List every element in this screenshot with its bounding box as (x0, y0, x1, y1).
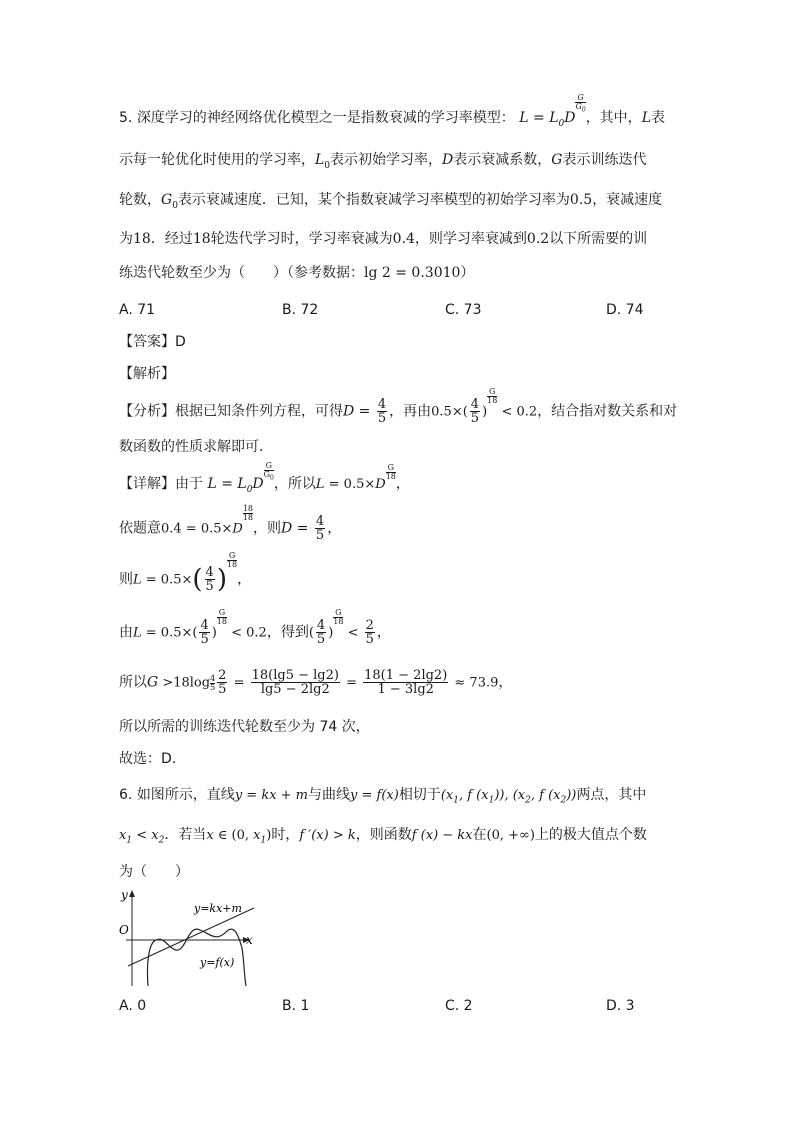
q5-stem-text: 深度学习的神经网络优化模型之一是指数衰减的学习率模型： (136, 110, 515, 126)
q6-figure (116, 888, 266, 988)
origin-label: O (119, 923, 129, 937)
q6-line2: $x_1 < x_2$．若当x ∈ (0, $x_1$)时，f ′(x) > k，则函数f (x) − kx在(0, +∞)上的极大值点个数 (119, 827, 647, 846)
q5-choose: 故选：D. (119, 751, 177, 767)
q5-line3: 轮数，$G_0$表示衰减速度．已知，某个指数衰减学习率模型的初始学习率为0.5，衰减速度 (119, 192, 663, 211)
q6-line3: 为（ ） (119, 864, 189, 880)
q6-option-c[interactable]: C. 2 (445, 998, 473, 1014)
q5-line5: 练迭代轮数至少为（ ）（参考数据：lg 2 = 0.3010） (119, 265, 475, 281)
x-axis-label: x (246, 933, 253, 947)
q5-option-b[interactable]: B. 72 (282, 302, 319, 318)
q5-fenxi-line1: 【分析】根据已知条件列方程，可得D = $\frac{4}{5}$ ，再由0.5×( $\frac{4}{5}$ ) $\frac{G}{18}$ < 0.2，结合指对数关系和对 (119, 387, 678, 426)
q5-answer: 【答案】D (119, 334, 186, 350)
tangent-line (128, 908, 254, 966)
q6-option-a[interactable]: A. 0 (119, 998, 147, 1014)
q5-step2: 则L = 0.5×( $\frac{4}{5}$ ) $\frac{G}{18}$ ， (119, 551, 252, 595)
q5-number: 5. (119, 110, 133, 126)
line-label: y=kx+m (194, 902, 242, 915)
curve-label: y=f(x) (200, 956, 235, 969)
y-axis-arrow (129, 890, 135, 897)
y-axis-label: y (121, 888, 128, 902)
q5-fenxi-line2: 数函数的性质求解即可． (119, 439, 273, 455)
q5-option-d[interactable]: D. 74 (606, 302, 644, 318)
q5-line4: 为18．经过18轮迭代学习时，学习率衰减为0.4，则学习率衰减到0.2以下所需要的训 (119, 231, 648, 247)
q5-option-c[interactable]: C. 73 (445, 302, 482, 318)
q5-option-a[interactable]: A. 71 (119, 302, 156, 318)
q5-line2: 示每一轮优化时使用的学习率，$L_0$表示初始学习率，D表示衰减系数，G表示训练迭代 (119, 152, 647, 171)
q6-option-b[interactable]: B. 1 (282, 998, 310, 1014)
formula-L-eq-L0D: $L = L_0D$ $\frac{G}{G_0}$ (519, 93, 586, 129)
q5-step3: 由L = 0.5×( $\frac{4}{5}$ ) $\frac{G}{18}$ < 0.2，得到( $\frac{4}{5}$ ) $\frac{G}{18}$ < $\frac{2}{5}$ ， (119, 608, 391, 647)
q5-step1: 依题意0.4 = 0.5×D $\frac{18}{18}$ ，则D = $\frac{4}{5}$ ， (119, 504, 342, 543)
q5-step4: 所以G >18log $\frac{4}{5}$ $\frac{2}{5}$ = $\frac{18(\lg 5 - \lg 2)}{\lg 5 - 2\lg 2}$ = $\frac{18(1 - 2\lg 2)}{1 - 3\lg 2}$ ≈ 73.9， (119, 668, 513, 697)
q6-option-d[interactable]: D. 3 (606, 998, 635, 1014)
q5-line1: 5. 深度学习的神经网络优化模型之一是指数衰减的学习率模型： $L = L_0D$ $\frac{G}{G_0}$ ，其中，L表 (119, 93, 665, 129)
q6-number: 6. (119, 787, 133, 803)
q5-conclusion: 所以所需的训练迭代轮数至少为 74 次， (119, 719, 370, 735)
q6-line1: 6. 如图所示，直线y = kx + m与曲线y = f(x)相切于($x_1$, f $(x_1)$), ($x_2$, f $(x_2)$)两点，其中 (119, 787, 647, 806)
q5-analysis-header: 【解析】 (119, 366, 175, 382)
q5-detail-line: 【详解】由于 $L = L_0D$ $\frac{G}{G_0}$ ，所以L = 0.5×D $\frac{G}{18}$ ， (119, 461, 410, 495)
